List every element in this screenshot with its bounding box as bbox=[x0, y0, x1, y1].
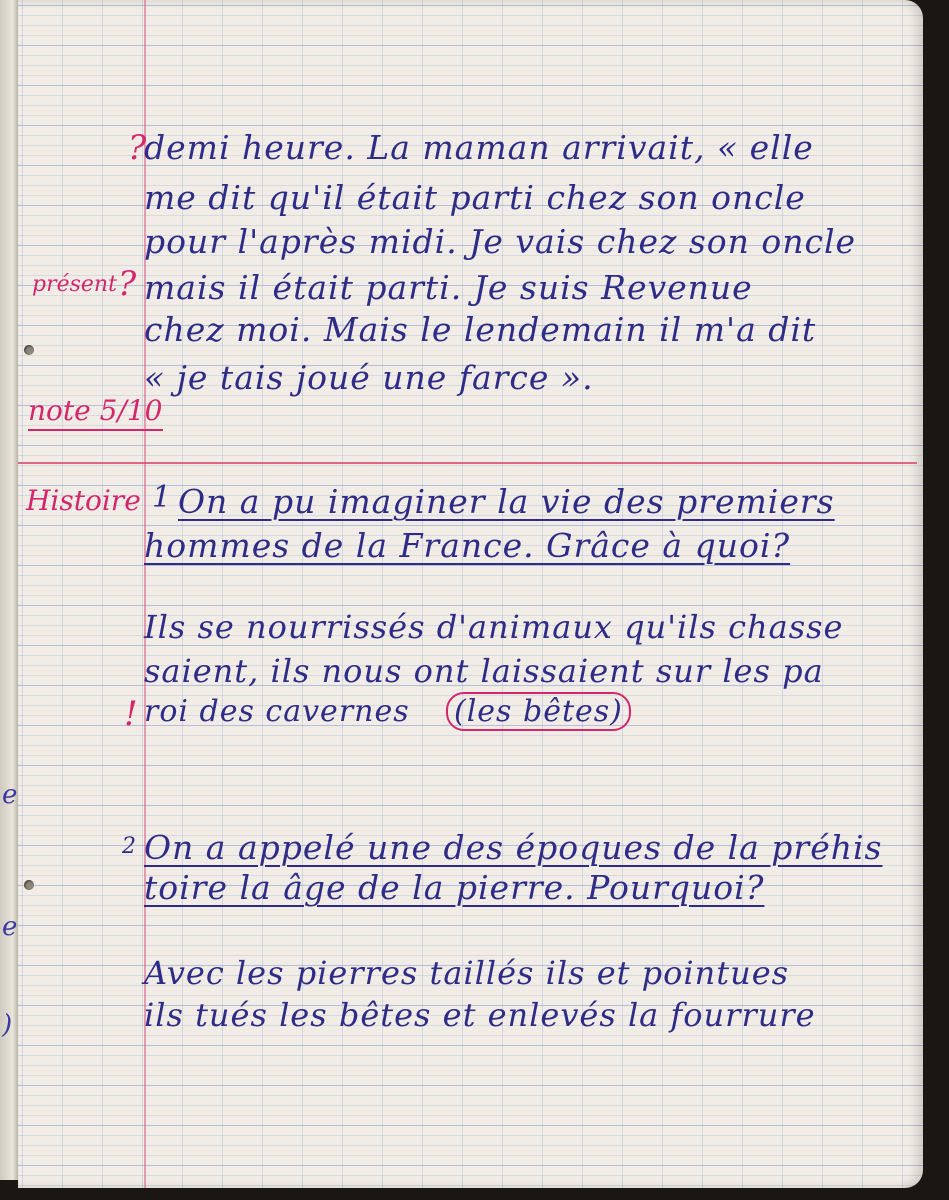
question-number: 2 bbox=[122, 834, 136, 859]
previous-page-edge bbox=[0, 0, 18, 1180]
notebook-page bbox=[18, 0, 923, 1188]
story-line: demi heure. La maman arrivait, « elle bbox=[144, 128, 814, 167]
question-2-line: toire la âge de la pierre. Pourquoi? bbox=[144, 868, 765, 907]
section-title: Histoire bbox=[26, 484, 141, 517]
question-2-line: On a appelé une des époques de la préhis bbox=[144, 828, 883, 867]
previous-page-fragment: e bbox=[2, 780, 18, 810]
margin-present-note: présent bbox=[32, 272, 117, 297]
margin-question-mark: ? bbox=[128, 128, 147, 168]
margin-exclamation: ! bbox=[124, 694, 138, 734]
story-line: « je tais joué une farce ». bbox=[144, 358, 594, 397]
margin-question-mark: ? bbox=[118, 264, 137, 304]
binding-hole bbox=[24, 880, 34, 890]
story-line: pour l'après midi. Je vais chez son oncle bbox=[144, 222, 857, 261]
question-1-line: hommes de la France. Grâce à quoi? bbox=[144, 526, 791, 565]
answer-1-line: saient, ils nous ont laissaient sur les pa bbox=[144, 652, 824, 690]
previous-page-fragment: ) bbox=[2, 1010, 13, 1040]
answer-1-correction bbox=[446, 694, 631, 729]
answer-1-line: roi des cavernes bbox=[144, 694, 410, 729]
question-number: 1 bbox=[152, 480, 172, 515]
answer-1-line: Ils se nourrissés d'animaux qu'ils chasse bbox=[144, 608, 844, 646]
binding-hole bbox=[24, 345, 34, 355]
question-1-line: On a pu imaginer la vie des premiers bbox=[178, 482, 835, 521]
grade-note: note 5/10 bbox=[28, 394, 163, 431]
answer-2-line: ils tués les bêtes et enlevés la fourrure bbox=[144, 996, 816, 1034]
story-line: me dit qu'il était parti chez son oncle bbox=[144, 178, 806, 217]
previous-page-fragment: e bbox=[2, 912, 18, 942]
circled-correction: (les bêtes) bbox=[446, 692, 631, 731]
section-divider bbox=[18, 462, 917, 464]
story-line: mais il était parti. Je suis Revenue bbox=[144, 268, 753, 307]
story-line: chez moi. Mais le lendemain il m'a dit bbox=[144, 310, 817, 349]
answer-2-line: Avec les pierres taillés ils et pointues bbox=[144, 954, 790, 992]
